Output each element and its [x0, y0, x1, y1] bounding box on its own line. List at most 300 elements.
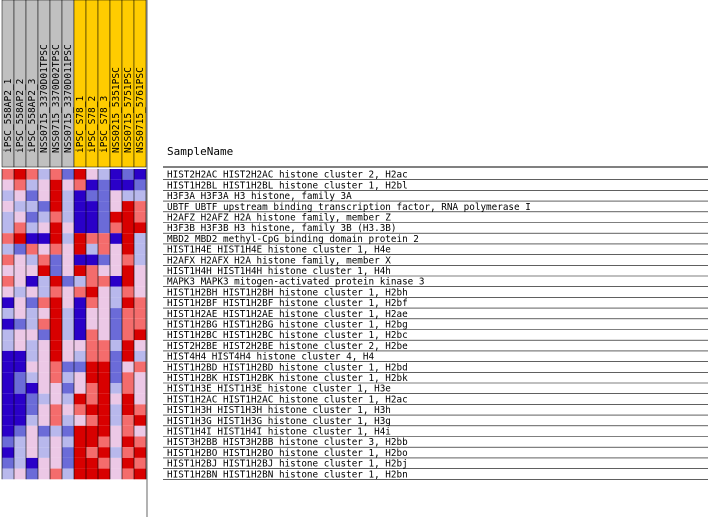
- heatmap-cell: [122, 201, 134, 212]
- heatmap-cell: [98, 244, 110, 255]
- heatmap-cell: [74, 394, 86, 405]
- heatmap-cell: [2, 244, 14, 255]
- heatmap-cell: [26, 244, 38, 255]
- heatmap-cell: [62, 297, 74, 308]
- heatmap-cell: [110, 458, 122, 469]
- heatmap-cell: [2, 255, 14, 266]
- heatmap-cell: [110, 372, 122, 383]
- column-label: NSS0715_5751PSC: [123, 67, 134, 153]
- heatmap-cell: [38, 340, 50, 351]
- heatmap-cell: [74, 169, 86, 180]
- heatmap-cell: [2, 212, 14, 223]
- heatmap-cell: [26, 255, 38, 266]
- heatmap-cell: [74, 212, 86, 223]
- heatmap-cell: [50, 469, 62, 480]
- heatmap-cell: [110, 190, 122, 201]
- row-label: HIST1H3H HIST1H3H histone cluster 1, H3h: [167, 405, 391, 417]
- heatmap-cell: [2, 447, 14, 458]
- sample-name-header: SampleName: [167, 145, 234, 158]
- heatmap-cell: [26, 362, 38, 373]
- heatmap-cell: [74, 469, 86, 480]
- row-label: HIST2H2BE HIST2H2BE histone cluster 2, H2be: [167, 340, 408, 352]
- heatmap-cell: [86, 447, 98, 458]
- heatmap-cell: [74, 330, 86, 341]
- heatmap-cell: [38, 404, 50, 415]
- heatmap-cell: [38, 415, 50, 426]
- heatmap-cell: [122, 265, 134, 276]
- heatmap-cell: [26, 233, 38, 244]
- heatmap-cell: [2, 330, 14, 341]
- heatmap-cell: [86, 415, 98, 426]
- heatmap-cell: [14, 287, 26, 298]
- heatmap-cell: [110, 383, 122, 394]
- row-label: HIST1H2BC HIST1H2BC histone cluster 1, H2bc: [167, 330, 408, 342]
- heatmap-cell: [2, 383, 14, 394]
- heatmap-cell: [110, 404, 122, 415]
- heatmap-cell: [2, 308, 14, 319]
- row-label: HIST1H2BL HIST1H2BL histone cluster 1, H2bl: [167, 180, 408, 192]
- heatmap-cell: [110, 330, 122, 341]
- heatmap-cell: [98, 383, 110, 394]
- heatmap-cell: [62, 308, 74, 319]
- heatmap-cell: [98, 212, 110, 223]
- heatmap-cell: [110, 319, 122, 330]
- heatmap-cell: [134, 169, 146, 180]
- heatmap-cell: [14, 351, 26, 362]
- heatmap-cell: [110, 394, 122, 405]
- heatmap-cell: [122, 383, 134, 394]
- heatmap-cell: [110, 447, 122, 458]
- row-label: H3F3B H3F3B H3 histone, family 3B (H3.3B): [167, 223, 397, 235]
- heatmap-cell: [14, 308, 26, 319]
- heatmap-cell: [2, 394, 14, 405]
- heatmap-cell: [14, 394, 26, 405]
- heatmap-cell: [14, 447, 26, 458]
- heatmap-cell: [98, 340, 110, 351]
- heatmap-cell: [62, 330, 74, 341]
- row-label: HIST1H2BJ HIST1H2BJ histone cluster 1, H2bj: [167, 458, 408, 470]
- heatmap-cell: [134, 362, 146, 373]
- heatmap-cell: [14, 372, 26, 383]
- heatmap-cell: [134, 276, 146, 287]
- heatmap-cell: [50, 372, 62, 383]
- heatmap-cell: [86, 255, 98, 266]
- heatmap-cell: [62, 223, 74, 234]
- heatmap-cell: [122, 255, 134, 266]
- heatmap-cell: [86, 319, 98, 330]
- heatmap-cell: [2, 404, 14, 415]
- row-label: HIST1H4H HIST1H4H histone cluster 1, H4h: [167, 266, 391, 277]
- heatmap-cell: [98, 265, 110, 276]
- heatmap-cell: [50, 244, 62, 255]
- heatmap-cell: [2, 415, 14, 426]
- heatmap-cell: [26, 458, 38, 469]
- heatmap-cell: [122, 180, 134, 191]
- heatmap-cell: [50, 415, 62, 426]
- heatmap-cell: [122, 308, 134, 319]
- heatmap-cell: [62, 383, 74, 394]
- heatmap-cell: [2, 372, 14, 383]
- heatmap-cell: [38, 426, 50, 437]
- heatmap-cell: [2, 201, 14, 212]
- heatmap-cell: [2, 458, 14, 469]
- heatmap-cell: [50, 437, 62, 448]
- heatmap-cell: [110, 255, 122, 266]
- heatmap-cell: [26, 223, 38, 234]
- heatmap-cell: [110, 201, 122, 212]
- heatmap-cell: [98, 415, 110, 426]
- heatmap-cell: [110, 180, 122, 191]
- heatmap-cell: [14, 169, 26, 180]
- heatmap-cell: [62, 415, 74, 426]
- heatmap-cell: [14, 255, 26, 266]
- heatmap-cell: [122, 372, 134, 383]
- heatmap-cell: [110, 308, 122, 319]
- heatmap-cell: [98, 372, 110, 383]
- heatmap-cell: [98, 308, 110, 319]
- heatmap-cell: [38, 362, 50, 373]
- heatmap-cell: [50, 447, 62, 458]
- heatmap-cell: [2, 319, 14, 330]
- heatmap-cell: [86, 330, 98, 341]
- row-label: HIST1H3G HIST1H3G histone cluster 1, H3g: [167, 415, 391, 427]
- heatmap-cell: [2, 426, 14, 437]
- heatmap-cell: [110, 426, 122, 437]
- heatmap-cell: [2, 351, 14, 362]
- heatmap-cell: [74, 233, 86, 244]
- heatmap-cell: [122, 297, 134, 308]
- heatmap-cell: [86, 180, 98, 191]
- heatmap-cell: [122, 223, 134, 234]
- heatmap-cell: [98, 201, 110, 212]
- heatmap-cell: [14, 437, 26, 448]
- heatmap-cell: [2, 180, 14, 191]
- heatmap-cell: [74, 458, 86, 469]
- heatmap-cell: [2, 169, 14, 180]
- heatmap-cell: [50, 180, 62, 191]
- heatmap-cell: [98, 437, 110, 448]
- heatmap-cell: [134, 330, 146, 341]
- heatmap-cell: [50, 287, 62, 298]
- column-label: iPSC_558AP2_3: [27, 78, 38, 153]
- row-label: MBD2 MBD2 methyl-CpG binding domain protein 2: [167, 233, 419, 245]
- heatmap-cell: [14, 223, 26, 234]
- heatmap-cell: [38, 255, 50, 266]
- heatmap-cell: [26, 190, 38, 201]
- heatmap-cell: [62, 372, 74, 383]
- heatmap-cell: [14, 426, 26, 437]
- heatmap-cell: [86, 340, 98, 351]
- heatmap-cell: [50, 458, 62, 469]
- heatmap-cell: [122, 190, 134, 201]
- heatmap-cell: [86, 212, 98, 223]
- heatmap-cell: [134, 201, 146, 212]
- row-label: H3F3A H3F3A H3 histone, family 3A: [167, 191, 352, 203]
- heatmap-cell: [38, 244, 50, 255]
- heatmap-cell: [50, 319, 62, 330]
- heatmap-cell: [26, 330, 38, 341]
- heatmap-cell: [14, 383, 26, 394]
- heatmap-cell: [50, 362, 62, 373]
- heatmap-cell: [110, 340, 122, 351]
- heatmap-cell: [122, 469, 134, 480]
- heatmap-cell: [38, 330, 50, 341]
- heatmap-cell: [62, 394, 74, 405]
- heatmap-cell: [50, 340, 62, 351]
- heatmap-cell: [134, 319, 146, 330]
- heatmap-cell: [134, 212, 146, 223]
- heatmap-cell: [110, 469, 122, 480]
- heatmap-cell: [38, 212, 50, 223]
- heatmap-cell: [14, 276, 26, 287]
- row-label: HIST1H2BD HIST1H2BD histone cluster 1, H2bd: [167, 362, 408, 374]
- row-label: UBTF UBTF upstream binding transcription factor, RNA polymerase I: [167, 201, 531, 213]
- heatmap-cell: [50, 223, 62, 234]
- heatmap-cell: [26, 319, 38, 330]
- heatmap-cell: [86, 437, 98, 448]
- heatmap-cell: [2, 265, 14, 276]
- heatmap-cell: [26, 340, 38, 351]
- heatmap-cell: [122, 340, 134, 351]
- heatmap-cell: [74, 437, 86, 448]
- heatmap-cell: [50, 201, 62, 212]
- heatmap-cell: [98, 276, 110, 287]
- column-label: iPSC_S78_1: [75, 95, 86, 153]
- heatmap-cell: [50, 351, 62, 362]
- row-label: HIST1H3E HIST1H3E histone cluster 1, H3e: [167, 383, 391, 395]
- heatmap-cell: [62, 426, 74, 437]
- heatmap-cell: [38, 265, 50, 276]
- heatmap-cell: [110, 415, 122, 426]
- heatmap-cell: [74, 351, 86, 362]
- heatmap-cell: [134, 383, 146, 394]
- heatmap-cell: [134, 244, 146, 255]
- row-label: HIST1H4I HIST1H4I histone cluster 1, H4i: [167, 426, 391, 438]
- heatmap-cell: [98, 330, 110, 341]
- heatmap-cell: [38, 180, 50, 191]
- heatmap-cell: [62, 180, 74, 191]
- heatmap-cell: [14, 340, 26, 351]
- heatmap-cell: [62, 255, 74, 266]
- heatmap-cell: [122, 276, 134, 287]
- heatmap-cell: [134, 190, 146, 201]
- heatmap-cell: [62, 469, 74, 480]
- heatmap-cell: [74, 383, 86, 394]
- heatmap-cell: [74, 223, 86, 234]
- row-label: H2AFX H2AFX H2A histone family, member X: [167, 255, 391, 267]
- heatmap-cell: [74, 287, 86, 298]
- heatmap-cell: [2, 437, 14, 448]
- heatmap-cell: [134, 415, 146, 426]
- row-label: HIST1H2AC HIST1H2AC histone cluster 1, H2ac: [167, 394, 408, 406]
- heatmap-cell: [134, 233, 146, 244]
- heatmap-cell: [86, 223, 98, 234]
- row-label: HIST1H2BK HIST1H2BK histone cluster 1, H2bk: [167, 373, 408, 384]
- heatmap-cell: [14, 415, 26, 426]
- heatmap-cell: [110, 362, 122, 373]
- heatmap-cell: [134, 287, 146, 298]
- heatmap-cell: [26, 308, 38, 319]
- heatmap-cell: [110, 212, 122, 223]
- heatmap-cell: [38, 297, 50, 308]
- heatmap-cell: [14, 362, 26, 373]
- heatmap-cell: [86, 394, 98, 405]
- heatmap-cell: [86, 297, 98, 308]
- heatmap-cell: [86, 458, 98, 469]
- heatmap-cell: [86, 169, 98, 180]
- heatmap-cell: [26, 180, 38, 191]
- heatmap-cell: [50, 212, 62, 223]
- heatmap-cell: [62, 447, 74, 458]
- heatmap-cell: [110, 276, 122, 287]
- heatmap-cell: [38, 351, 50, 362]
- heatmap-cell: [86, 469, 98, 480]
- heatmap-cell: [14, 212, 26, 223]
- heatmap-cell: [62, 265, 74, 276]
- column-label: NSS0715_3370D011PSC: [63, 44, 74, 153]
- heatmap-cell: [26, 287, 38, 298]
- heatmap-cell: [98, 223, 110, 234]
- heatmap-cell: [38, 169, 50, 180]
- heatmap-cell: [134, 180, 146, 191]
- heatmap-cell: [38, 308, 50, 319]
- heatmap-cell: [26, 169, 38, 180]
- heatmap-cell: [86, 244, 98, 255]
- heatmap-cell: [98, 447, 110, 458]
- heatmap-cell: [14, 201, 26, 212]
- heatmap-cell: [86, 265, 98, 276]
- heatmap-cell: [2, 340, 14, 351]
- row-label: HIST1H2BF HIST1H2BF histone cluster 1, H2bf: [167, 298, 408, 310]
- heatmap-cell: [14, 469, 26, 480]
- heatmap-cell: [50, 265, 62, 276]
- heatmap-cell: [110, 437, 122, 448]
- heatmap-cell: [86, 426, 98, 437]
- heatmap-cell: [38, 394, 50, 405]
- heatmap-cell: [122, 212, 134, 223]
- heatmap-cell: [122, 351, 134, 362]
- heatmap-cell: [38, 383, 50, 394]
- heatmap-cell: [110, 169, 122, 180]
- heatmap-cell: [38, 287, 50, 298]
- heatmap-cell: [98, 426, 110, 437]
- row-label: HIST1H4E HIST1H4E histone cluster 1, H4e: [167, 244, 391, 256]
- heatmap-cell: [98, 469, 110, 480]
- column-label: NSS0715_3370D02TPSC: [51, 44, 62, 153]
- heatmap-cell: [98, 458, 110, 469]
- heatmap-cell: [74, 297, 86, 308]
- heatmap-cell: [26, 297, 38, 308]
- heatmap-cell: [62, 276, 74, 287]
- heatmap-cell: [134, 437, 146, 448]
- heatmap-cell: [50, 255, 62, 266]
- heatmap-cell: [134, 447, 146, 458]
- heatmap-cell: [110, 287, 122, 298]
- heatmap-cell: [110, 297, 122, 308]
- row-label: HIST1H2BO HIST1H2BO histone cluster 1, H2bo: [167, 447, 408, 459]
- heatmap-cell: [38, 437, 50, 448]
- heatmap-cell: [122, 287, 134, 298]
- column-label: NSS0215_5351PSC: [111, 67, 122, 153]
- heatmap-cell: [26, 447, 38, 458]
- heatmap-cell: [38, 319, 50, 330]
- heatmap-cell: [86, 351, 98, 362]
- row-label: H2AFZ H2AFZ H2A histone family, member Z: [167, 212, 391, 224]
- heatmap-cell: [86, 404, 98, 415]
- heatmap-cell: [2, 223, 14, 234]
- heatmap-cell: [2, 190, 14, 201]
- heatmap-cell: [122, 330, 134, 341]
- heatmap-cell: [134, 372, 146, 383]
- heatmap-cell: [62, 212, 74, 223]
- heatmap-cell: [62, 404, 74, 415]
- row-label: HIST1H2BG HIST1H2BG histone cluster 1, H2bg: [167, 319, 408, 331]
- heatmap-cell: [26, 415, 38, 426]
- heatmap-cell: [38, 233, 50, 244]
- heatmap-cell: [122, 319, 134, 330]
- heatmap-cell: [134, 394, 146, 405]
- heatmap-cell: [26, 201, 38, 212]
- heatmap-cell: [122, 426, 134, 437]
- heatmap-cell: [14, 233, 26, 244]
- heatmap-cell: [98, 287, 110, 298]
- heatmap-cell: [74, 265, 86, 276]
- heatmap-cell: [62, 351, 74, 362]
- row-label: MAPK3 MAPK3 mitogen-activated protein kinase 3: [167, 276, 425, 288]
- heatmap-cell: [74, 404, 86, 415]
- column-label: iPSC_558AP2_1: [3, 78, 14, 153]
- heatmap-cell: [98, 180, 110, 191]
- heatmap-cell: [62, 201, 74, 212]
- heatmap-cell: [74, 201, 86, 212]
- heatmap-cell: [26, 437, 38, 448]
- heatmap-cell: [74, 276, 86, 287]
- heatmap-cell: [86, 308, 98, 319]
- heatmap-cell: [134, 255, 146, 266]
- heatmap-cell: [50, 330, 62, 341]
- heatmap-cell: [110, 233, 122, 244]
- heatmap-cell: [122, 362, 134, 373]
- row-label: HIST4H4 HIST4H4 histone cluster 4, H4: [167, 351, 375, 363]
- heatmap-cell: [110, 223, 122, 234]
- heatmap-cell: [50, 383, 62, 394]
- heatmap-cell: [74, 255, 86, 266]
- heatmap-cell: [134, 404, 146, 415]
- row-label: HIST2H2AC HIST2H2AC histone cluster 2, H2ac: [167, 169, 408, 181]
- heatmap-cell: [26, 404, 38, 415]
- heatmap-cell: [2, 362, 14, 373]
- heatmap-cell: [38, 372, 50, 383]
- heatmap-cell: [74, 190, 86, 201]
- heatmap-cell: [122, 169, 134, 180]
- heatmap-cell: [98, 255, 110, 266]
- heatmap-cell: [26, 426, 38, 437]
- heatmap-cell: [62, 190, 74, 201]
- heatmap-cell: [26, 265, 38, 276]
- heatmap-cell: [98, 404, 110, 415]
- heatmap-cell: [134, 458, 146, 469]
- heatmap-cell: [122, 404, 134, 415]
- heatmap-cell: [86, 362, 98, 373]
- heatmap-cell: [86, 383, 98, 394]
- column-label: iPSC_S78_3: [99, 95, 110, 153]
- heatmap-cell: [98, 362, 110, 373]
- heatmap-cell: [134, 223, 146, 234]
- heatmap-cell: [62, 340, 74, 351]
- heatmap-cell: [38, 223, 50, 234]
- heatmap-cell: [74, 319, 86, 330]
- heatmap-cell: [14, 330, 26, 341]
